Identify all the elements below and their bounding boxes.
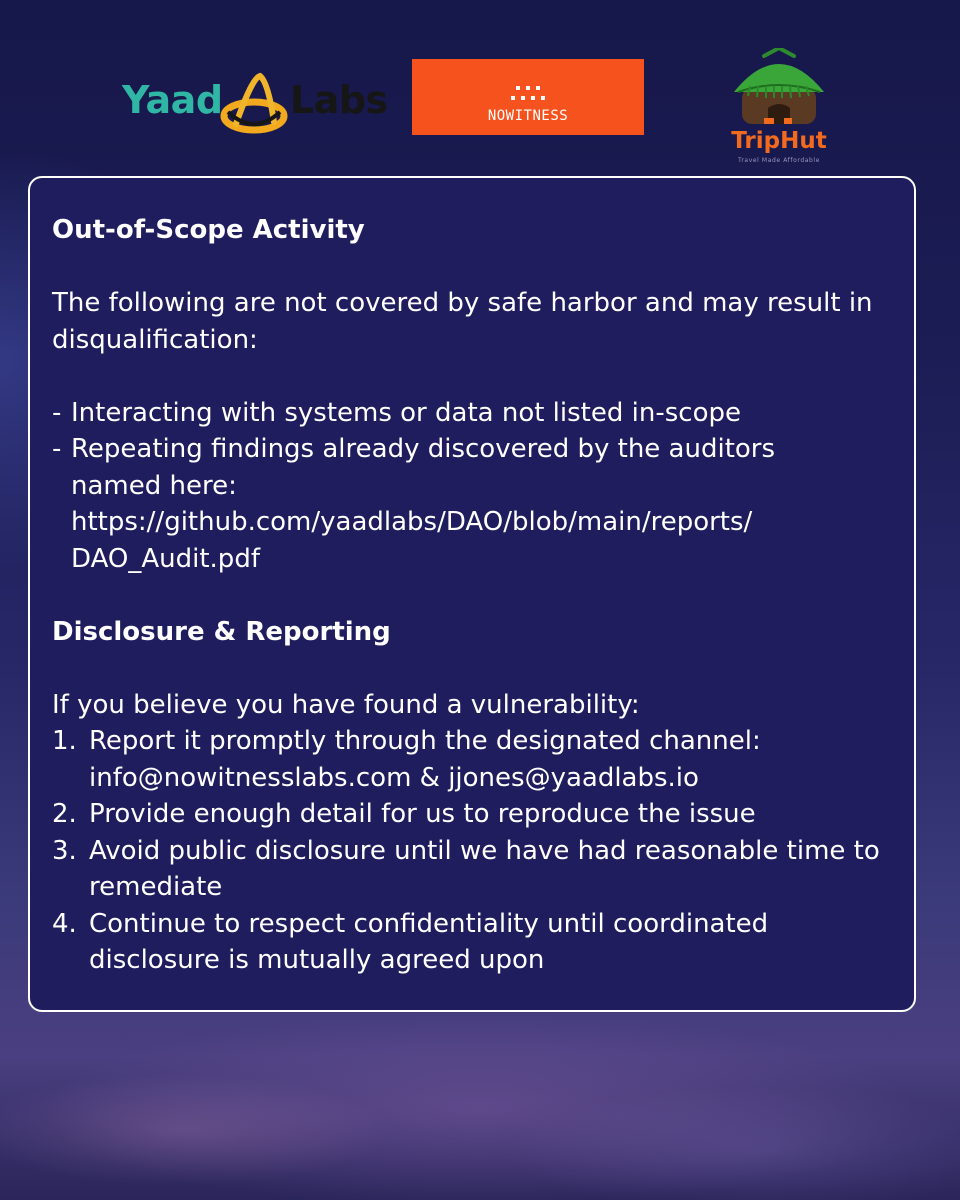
audit-report-link: https://github.com/yaadlabs/DAO/blob/main/reports/ xyxy=(71,507,753,537)
yaad-labs-mark-icon xyxy=(214,72,294,142)
step-number: 2. xyxy=(52,799,77,829)
bullet-marker: - xyxy=(52,397,62,428)
policy-card xyxy=(28,176,916,1012)
out-of-scope-heading: Out-of-Scope Activity xyxy=(52,215,365,245)
disclosure-intro xyxy=(52,687,896,724)
triphut-logo xyxy=(724,48,834,172)
yaad-labs-logo xyxy=(122,72,388,142)
nowitness-dots-icon xyxy=(510,85,546,103)
spacer xyxy=(52,650,896,687)
background-glow xyxy=(0,1010,960,1200)
triphut-tagline: Travel Made Affordable xyxy=(737,157,820,164)
hut-icon xyxy=(724,48,834,132)
spacer xyxy=(52,249,896,286)
out-of-scope-item-line: Interacting with systems or data not listed in-scope xyxy=(71,397,741,428)
yaad-labs-logo-text-left: Yaad xyxy=(122,78,223,122)
nowitness-logo-text: NOWITNESS xyxy=(487,108,569,124)
step-number: 3. xyxy=(52,835,77,866)
policy-card-body xyxy=(52,212,896,979)
disclosure-step-line: disclosure is mutually agreed upon xyxy=(89,945,545,975)
partner-logos xyxy=(0,48,960,172)
out-of-scope-item-line: Repeating findings already discovered by the auditors xyxy=(71,434,776,464)
out-of-scope-intro-line: The following are not covered by safe harbor and may result in xyxy=(52,288,873,318)
out-of-scope-item xyxy=(52,431,896,577)
spacer xyxy=(52,358,896,395)
disclosure-heading: Disclosure & Reporting xyxy=(52,616,391,647)
disclosure-step xyxy=(52,833,896,906)
disclosure-step-line: Report it promptly through the designated channel: xyxy=(89,726,761,756)
contact-emails: info@nowitnesslabs.com & jjones@yaadlabs.io xyxy=(89,762,699,793)
triphut-logo-text: TripHut xyxy=(731,128,827,154)
yaad-labs-logo-text-right: Labs xyxy=(290,78,388,122)
spacer xyxy=(52,577,896,614)
step-number: 1. xyxy=(52,726,77,756)
disclosure-step-line: Avoid public disclosure until we have had reasonable time to xyxy=(89,835,880,866)
disclosure-step xyxy=(52,906,896,979)
disclosure-step-line: Provide enough detail for us to reproduce the issue xyxy=(89,799,756,829)
disclosure-step-line: Continue to respect confidentiality until coordinated xyxy=(89,908,769,939)
disclosure-intro-line: If you believe you have found a vulnerability: xyxy=(52,689,640,720)
disclosure-step xyxy=(52,796,896,833)
out-of-scope-item-line: named here: xyxy=(71,470,237,501)
audit-report-link: DAO_Audit.pdf xyxy=(71,543,260,574)
out-of-scope-intro xyxy=(52,285,896,358)
bullet-marker: - xyxy=(52,434,62,464)
out-of-scope-item xyxy=(52,395,896,432)
disclosure-step xyxy=(52,723,896,796)
out-of-scope-intro-line: disqualification: xyxy=(52,324,258,355)
nowitness-logo xyxy=(412,59,644,135)
step-number: 4. xyxy=(52,908,77,939)
disclosure-step-line: remediate xyxy=(89,872,223,902)
